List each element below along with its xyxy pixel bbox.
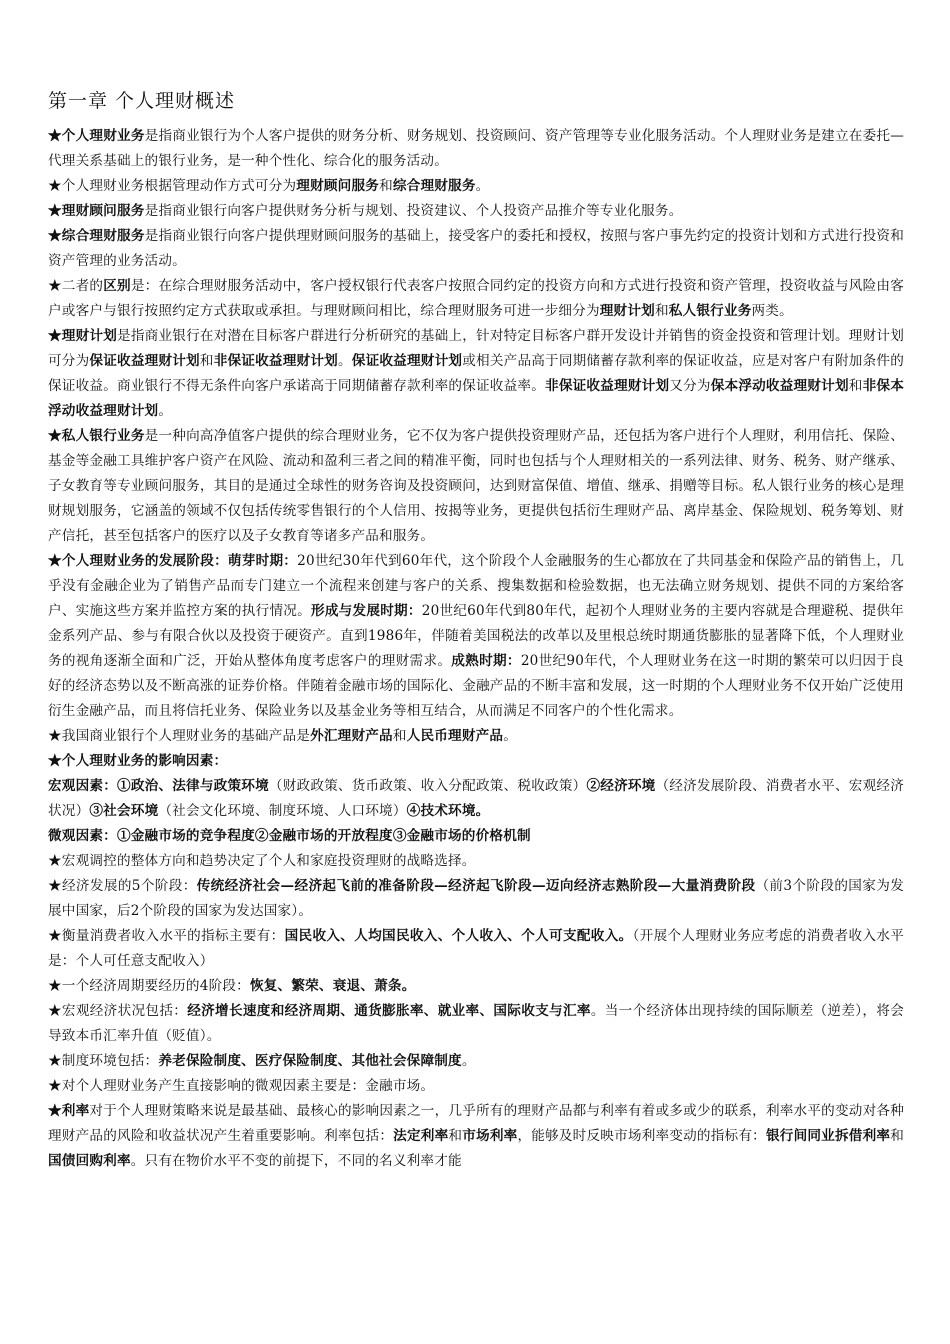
bold-term: ★个人理财业务的发展阶段：萌芽时期： bbox=[48, 553, 298, 569]
text-run: ★衡量消费者收入水平的指标主要有： bbox=[48, 928, 285, 944]
bold-term: 综合理财服务 bbox=[392, 178, 476, 194]
paragraph bbox=[48, 199, 904, 224]
text-run: 对于个人理财策略来说是最基础、最核心的影响因素之一，几乎所有的理财产品都与利率有着或多或少的联系，利率水平的变动对各种理财产品的风险和收益状况产生着重要影响。利率包括： bbox=[48, 1103, 904, 1144]
paragraph bbox=[48, 1099, 904, 1174]
bold-term: ④技术环境。 bbox=[406, 803, 490, 819]
text-run: 20世纪30年代到60年代，这个阶段个人金融服务的生心都放在了共同基金和保险产品的销售上，几乎没有金融企业为了销售产品而专门建立一个流程来创建与客户的关系、搜集数据和检验数据，也无法确立财务规划、提供不同的方案给客户、实施这些方案并监控方案的执行情况。 bbox=[48, 553, 904, 619]
text-run: ★个人理财业务根据管理动作方式可分为 bbox=[48, 178, 297, 194]
text-run: ★二者的 bbox=[48, 278, 104, 294]
bold-term: 微观因素：①金融市场的竞争程度②金融市场的开放程度③金融市场的价格机制 bbox=[48, 828, 531, 844]
paragraph bbox=[48, 849, 904, 874]
bold-term: 非保证收益理财计划 bbox=[213, 353, 338, 369]
paragraph bbox=[48, 324, 904, 424]
text-run: ★宏观经济状况包括： bbox=[48, 1003, 188, 1019]
paragraph bbox=[48, 724, 904, 749]
bold-term: ★个人理财业务 bbox=[48, 128, 145, 144]
paragraph bbox=[48, 224, 904, 274]
paragraph bbox=[48, 124, 904, 174]
text-run: ★经济发展的5个阶段： bbox=[48, 878, 197, 894]
text-run: ★对个人理财业务产生直接影响的微观因素主要是：金融市场。 bbox=[48, 1078, 435, 1094]
paragraph bbox=[48, 174, 904, 199]
paragraph bbox=[48, 974, 904, 999]
paragraph bbox=[48, 924, 904, 974]
text-run: 和 bbox=[890, 1128, 905, 1144]
text-run: 两类。 bbox=[751, 303, 793, 319]
bold-term: 形成与发展时期： bbox=[310, 603, 422, 619]
bold-term: 恢复、繁荣、衰退、萧条。 bbox=[249, 978, 416, 994]
text-run: 和 bbox=[654, 303, 669, 319]
bold-term: 银行间同业拆借利率 bbox=[765, 1128, 891, 1144]
bold-term: 私人银行业务 bbox=[668, 303, 752, 319]
text-run: 和 bbox=[448, 1128, 463, 1144]
text-run: 是指商业银行向客户提供理财顾问服务的基础上，接受客户的委托和授权，按照与客户事先约定的投资计划和方式进行投资和资产管理的业务活动。 bbox=[48, 228, 904, 269]
paragraph bbox=[48, 1074, 904, 1099]
paragraph bbox=[48, 549, 904, 724]
bold-term: 宏观因素：①政治、法律与政策环境 bbox=[48, 778, 269, 794]
text-run: （经济发展阶段、消费者水平、宏观经济状况） bbox=[48, 778, 904, 819]
bold-term: ②经济环境 bbox=[586, 778, 656, 794]
bold-term: 理财顾问服务 bbox=[296, 178, 380, 194]
bold-term: 经济增长速度和经济周期、通货膨胀率、就业率、国际收支与汇率 bbox=[187, 1003, 591, 1019]
text-run: 是：在综合理财服务活动中，客户授权银行代表客户按照合同约定的投资方向和方式进行投资和资产管理，投资收益与风险由客户或客户与银行按照约定方式获取或承担。与理财顾问相比，综合理财服务可进一步细分为 bbox=[48, 278, 904, 319]
bold-term: ③社会环境 bbox=[89, 803, 159, 819]
text-run: 或相关产品高于同期储蓄存款利率的保证收益，应是对客户有附加条件的保证收益。商业银行不得无条件向客户承诺高于同期储蓄存款利率的保证收益率。 bbox=[48, 353, 904, 394]
text-run: 20世纪90年代，个人理财业务在这一时期的繁荣可以归因于良好的经济态势以及不断高涨的证券价格。伴随着金融市场的国际化、金融产品的不断丰富和发展，这一时期的个人理财业务不仅开始广泛使用衍生金融产品，而且将信托业务、保险业务以及基金业务等相互结合，从而满足不同客户的个性化需求。 bbox=[48, 653, 904, 719]
text-run: ★一个经济周期要经历的4阶段： bbox=[48, 978, 250, 994]
bold-term: 理财计划 bbox=[599, 303, 655, 319]
bold-term: 非保本浮动收益理财计划 bbox=[48, 378, 904, 419]
text-run: 和 bbox=[848, 378, 863, 394]
text-run: 。 bbox=[158, 403, 173, 419]
paragraph bbox=[48, 999, 904, 1049]
text-run: （前3个阶段的国家为发展中国家，后2个阶段的国家为发达国家）。 bbox=[48, 878, 905, 919]
text-run: 是指商业银行向客户提供财务分析与规划、投资建议、个人投资产品推介等专业化服务。 bbox=[144, 203, 683, 219]
text-run: 。 bbox=[503, 728, 518, 744]
bold-term: ★利率 bbox=[48, 1103, 90, 1119]
bold-term: ★个人理财业务的影响因素： bbox=[48, 753, 228, 769]
text-run: 和 bbox=[379, 178, 393, 194]
text-run: ★制度环境包括： bbox=[48, 1053, 159, 1069]
text-run: 。 bbox=[475, 178, 490, 194]
bold-term: 养老保险制度、医疗保险制度、其他社会保障制度 bbox=[158, 1053, 462, 1069]
bold-term: ★综合理财服务 bbox=[48, 228, 145, 244]
bold-term: ★私人银行业务 bbox=[48, 428, 145, 444]
text-run: 。 bbox=[461, 1053, 476, 1069]
text-run: 是一种向高净值客户提供的综合理财业务，它不仅为客户提供投资理财产品，还包括为客户进行个人理财，利用信托、保险、基金等金融工具维护客户资产在风险、流动和盈利三者之间的精准平衡，同时也包括与个人理财相关的一系列法律、财务、税务、财产继承、子女教育等专业顾问服务，其目的是通过全球性的财务咨询及投资顾问，达到财富保值、增值、继承、捐赠等目标。私人银行业务的核心是理财规划服务，它涵盖的领域不仅包括传统零售银行的个人信用、按揭等业务，更提供包括衍生理财产品、离岸基金、保险规划、税务筹划、财产信托，甚至包括客户的医疗以及子女教育等诸多产品和服务。 bbox=[48, 428, 904, 544]
bold-term: 法定利率 bbox=[393, 1128, 449, 1144]
paragraph bbox=[48, 274, 904, 324]
text-run: 是指商业银行在对潜在目标客户群进行分析研究的基础上，针对特定目标客户群开发设计并销售的资金投资和管理计划。理财计划可分为 bbox=[48, 328, 905, 369]
chapter-title: 第一章 个人理财概述 bbox=[48, 90, 236, 112]
bold-term: 区别 bbox=[103, 278, 131, 294]
text-run: （社会文化环境、制度环境、人口环境） bbox=[158, 803, 407, 819]
bold-term: 保证收益理财计划 bbox=[89, 353, 200, 369]
text-run: ★我国商业银行个人理财业务的基础产品是 bbox=[48, 728, 311, 744]
document-body bbox=[48, 124, 904, 1174]
bold-term: 成熟时期： bbox=[451, 653, 521, 669]
paragraph bbox=[48, 774, 904, 824]
text-run: 。 bbox=[337, 353, 352, 369]
paragraph bbox=[48, 824, 904, 849]
text-run: 。只有在物价水平不变的前提下，不同的名义利率才能 bbox=[130, 1153, 462, 1169]
bold-term: 国债回购利率 bbox=[48, 1153, 131, 1169]
text-run: 20世纪60年代到80年代，起初个人理财业务的主要内容就是合理避税、提供年金系列产品、参与有限合伙以及投资于硬资产。直到1986年，伴随着美国税法的改革以及里根总统时期通货膨胀的显著降下低，个人理财业务的视角逐渐全面和广泛，开始从整体角度考虑客户的理财需求。 bbox=[48, 603, 904, 669]
bold-term: 保本浮动收益理财计划 bbox=[710, 378, 849, 394]
paragraph bbox=[48, 1049, 904, 1074]
bold-term: 市场利率 bbox=[462, 1128, 518, 1144]
text-run: ★宏观调控的整体方向和趋势决定了个人和家庭投资理财的战略选择。 bbox=[48, 853, 476, 869]
bold-term: 传统经济社会—经济起飞前的准备阶段—经济起飞阶段—迈向经济志熟阶段—大量消费阶段 bbox=[196, 878, 756, 894]
bold-term: ★理财顾问服务 bbox=[48, 203, 145, 219]
bold-term: 国民收入、人均国民收入、个人收入、个人可支配收入。 bbox=[284, 928, 633, 944]
paragraph bbox=[48, 424, 904, 549]
text-run: （开展个人理财业务应考虑的消费者收入水平是：个人可任意支配收入） bbox=[48, 928, 904, 969]
bold-term: ★理财计划 bbox=[48, 328, 118, 344]
bold-term: 人民币理财产品 bbox=[406, 728, 504, 744]
text-run: 和 bbox=[392, 728, 407, 744]
text-run: 又分为 bbox=[669, 378, 711, 394]
text-run: （财政政策、货币政策、收入分配政策、税收政策） bbox=[268, 778, 587, 794]
text-run: 是指商业银行为个人客户提供的财务分析、财务规划、投资顾问、资产管理等专业化服务活动。个人理财业务是建立在委托—代理关系基础上的银行业务，是一种个性化、综合化的服务活动。 bbox=[48, 128, 904, 169]
paragraph bbox=[48, 874, 904, 924]
paragraph bbox=[48, 749, 904, 774]
text-run: ，能够及时反映市场利率变动的指标有： bbox=[517, 1128, 766, 1144]
bold-term: 外汇理财产品 bbox=[310, 728, 393, 744]
bold-term: 非保证收益理财计划 bbox=[545, 378, 670, 394]
bold-term: 保证收益理财计划 bbox=[351, 353, 463, 369]
text-run: 和 bbox=[199, 353, 214, 369]
text-run: 。当一个经济体出现持续的国际顺差（逆差），将会导致本币汇率升值（贬值）。 bbox=[48, 1003, 904, 1044]
